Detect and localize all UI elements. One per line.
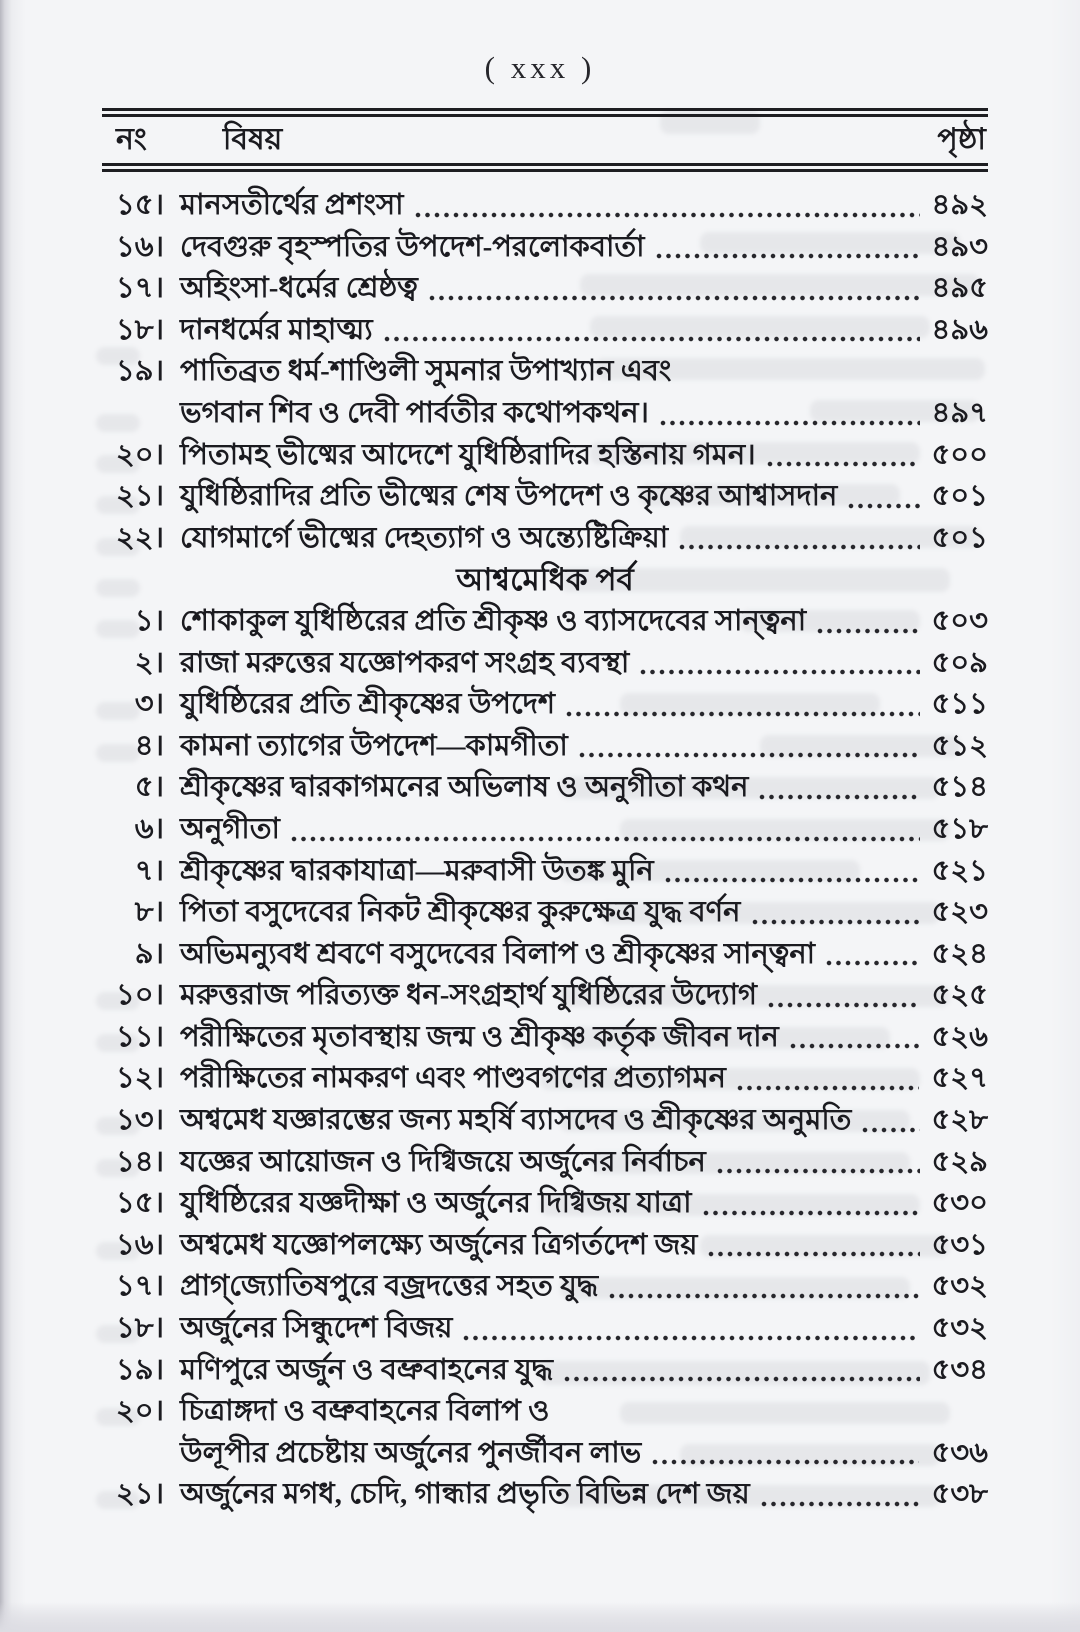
dot-leader: [847, 501, 919, 511]
dot-leader: [861, 1125, 919, 1135]
entry-number: ১৫।: [115, 189, 164, 221]
toc-entry-row: [102, 1142, 988, 1184]
entry-page-number: ৫২৭: [931, 1062, 988, 1095]
entry-number: ২১।: [115, 1478, 164, 1511]
entry-title: শোকাকুল যুধিষ্ঠিরের প্রতি শ্রীকৃষ্ণ ও ব্যাসদেবের সান্ত্বনা: [180, 604, 807, 637]
toc-entry-row: [102, 310, 988, 352]
dot-leader: [383, 334, 920, 344]
entry-page-number: ৫২৯: [931, 1145, 988, 1178]
entry-number: ২০।: [115, 438, 164, 471]
toc-entry-row: [102, 1225, 988, 1267]
entry-number: ১৩।: [115, 1104, 164, 1137]
page-number-header: ( xxx ): [484, 50, 596, 85]
dot-leader: [707, 1249, 919, 1259]
entry-page-number: ৪৯৫: [931, 272, 988, 305]
entry-title: কামনা ত্যাগের উপদেশ—কামগীতা: [180, 729, 568, 762]
entry-title: পিতা বসুদেবের নিকট শ্রীকৃষ্ণের কুরুক্ষেত্র যুদ্ধ বর্ণন: [180, 896, 741, 929]
toc-entry-row: [102, 1266, 988, 1308]
entry-number: ২।: [134, 646, 164, 679]
entry-title: অভিমন্যুবধ শ্রবণে বসুদেবের বিলাপ ও শ্রীকৃষ্ণের সান্ত্বনা: [180, 937, 816, 970]
entry-title: উলূপীর প্রচেষ্টায় অর্জুনের পুনর্জীবন লাভ: [180, 1436, 642, 1469]
entry-page-number: ৪৯৭: [931, 396, 988, 429]
toc-entry-row: [102, 601, 988, 643]
toc-entry-row: [102, 643, 988, 685]
entry-page-number: ৫২৮: [931, 1104, 988, 1137]
entry-title: অশ্বমেধ যজ্ঞারম্ভের জন্য মহর্ষি ব্যাসদেব ও শ্রীকৃষ্ণের অনুমতি: [180, 1104, 852, 1137]
entry-number: ৪।: [134, 729, 164, 762]
entry-number: ২১।: [115, 480, 164, 513]
entry-number: ১৫।: [115, 1187, 164, 1220]
toc-entry-row: [102, 851, 988, 893]
toc-entry-row: [102, 809, 988, 851]
entry-page-number: ৫২৩: [931, 896, 988, 929]
entry-number: ১৭।: [115, 272, 164, 305]
toc-entry-row: [102, 767, 988, 809]
entry-title: মণিপুরে অর্জুন ও বভ্রুবাহনের যুদ্ধ: [180, 1353, 554, 1386]
toc-entry-row: [102, 1350, 988, 1392]
entry-number: ১৬।: [115, 1228, 164, 1261]
entry-page-number: ৫১২: [931, 729, 988, 762]
entry-page-number: ৫২৫: [931, 979, 988, 1012]
dot-leader: [664, 875, 920, 885]
dot-leader: [639, 667, 919, 677]
entry-number: ১০।: [115, 979, 164, 1012]
entry-number: ১৪।: [115, 1145, 164, 1178]
toc-entry-row: [102, 1474, 988, 1516]
dot-leader: [751, 917, 920, 927]
entry-title: অর্জুনের মগধ, চেদি, গান্ধার প্রভৃতি বিভিন্ন দেশ জয়: [180, 1478, 750, 1511]
entry-page-number: ৫৩৬: [931, 1436, 988, 1469]
toc-entry-row: [102, 1391, 988, 1433]
entry-title: মরুত্তরাজ পরিত্যক্ত ধন-সংগ্রহার্থ যুধিষ্ঠিরের উদ্যোগ: [180, 979, 757, 1012]
entry-page-number: ৫২১: [931, 854, 988, 887]
entry-title: অহিংসা-ধর্মের শ্রেষ্ঠত্ব: [180, 272, 418, 305]
entry-number: ৫।: [134, 771, 164, 804]
column-header-page: পৃষ্ঠা: [937, 122, 986, 156]
dot-leader: [578, 750, 920, 760]
toc-entry-row: [102, 1183, 988, 1225]
dot-leader: [716, 1166, 920, 1176]
dot-leader: [760, 1499, 920, 1509]
entry-page-number: ৫০৩: [931, 604, 988, 637]
toc-entry-row: [102, 684, 988, 726]
section-heading-text: আশ্বমেধিক পর্ব: [456, 562, 634, 598]
dot-leader: [816, 626, 919, 636]
toc-entry-row: [102, 1308, 988, 1350]
entry-title: অনুগীতা: [180, 812, 280, 845]
entry-title: পিতামহ ভীষ্মের আদেশে যুধিষ্ঠিরাদির হস্তিনায় গমন।: [180, 438, 756, 471]
entry-page-number: ৫২৪: [931, 937, 988, 970]
entry-number: ১২।: [115, 1062, 164, 1095]
entry-number: ৩।: [134, 688, 164, 721]
entry-number: ৯।: [134, 937, 164, 970]
entry-number: ২২।: [115, 521, 164, 554]
entry-page-number: ৫০০: [931, 438, 988, 471]
entry-page-number: ৫৩৮: [931, 1478, 988, 1511]
entry-page-number: ৫১৮: [931, 812, 988, 845]
entry-page-number: ৫৩২: [931, 1270, 988, 1303]
entry-title: অর্জুনের সিন্ধুদেশ বিজয়: [180, 1312, 453, 1345]
toc-entry-row: [102, 726, 988, 768]
dot-leader: [789, 1041, 920, 1051]
entry-number: ১৮।: [115, 1312, 164, 1345]
dot-leader: [462, 1333, 919, 1343]
toc-entry-row: [102, 268, 988, 310]
table-header-row: [102, 117, 988, 163]
toc-entry-row: [102, 227, 988, 269]
toc-entry-row: [102, 1100, 988, 1142]
toc-entry-row: [102, 476, 988, 518]
dot-leader: [565, 709, 920, 719]
dot-leader: [651, 1457, 919, 1467]
entry-number: ১১।: [115, 1020, 164, 1053]
entry-title: শ্রীকৃষ্ণের দ্বারকাযাত্রা—মরুবাসী উতঙ্ক মুনি: [180, 854, 654, 887]
toc-entry-row: [102, 975, 988, 1017]
entry-page-number: ৫০১: [931, 480, 988, 513]
dot-leader: [290, 834, 920, 844]
entry-page-number: ৫০১: [931, 521, 988, 554]
entry-title: প্রাগ্‌জ্যোতিষপুরে বজ্রদত্তের সহত যুদ্ধ: [180, 1270, 599, 1303]
toc-entry-row: [102, 185, 988, 227]
entry-page-number: ৫০৯: [931, 646, 988, 679]
entry-title: দানধর্মের মাহাত্ম্য: [180, 313, 373, 346]
dot-leader: [767, 1000, 920, 1010]
entry-title: রাজা মরুত্তের যজ্ঞোপকরণ সংগ্রহ ব্যবস্থা: [180, 646, 630, 679]
toc-entry-row: [102, 435, 988, 477]
entry-title: মানসতীর্থের প্রশংসা: [180, 189, 404, 221]
entry-page-number: ৫১৪: [931, 771, 988, 804]
toc-entry-row: [102, 1058, 988, 1100]
entry-number: ৮।: [134, 896, 164, 929]
dot-leader: [825, 958, 919, 968]
entry-number: ১৭।: [115, 1270, 164, 1303]
toc-entry-row: [102, 1433, 988, 1475]
entry-page-number: ৪৯৬: [931, 313, 988, 346]
scan-edge-shadow: [0, 1602, 1080, 1632]
entry-number: ১।: [134, 604, 164, 637]
dot-leader: [608, 1291, 919, 1301]
entry-title: যুধিষ্ঠিরের যজ্ঞদীক্ষা ও অর্জুনের দিগ্বিজয় যাত্রা: [180, 1187, 692, 1220]
dot-leader: [766, 459, 920, 469]
toc-entry-row: [102, 351, 988, 393]
entry-title: ভগবান শিব ও দেবী পার্বতীর কথোপকথন।: [180, 396, 649, 429]
table-of-contents: [102, 108, 988, 1516]
dot-leader: [678, 542, 919, 552]
entry-title: দেবগুরু বৃহস্পতির উপদেশ-পরলোকবার্তা: [180, 230, 645, 263]
entry-page-number: ৫১১: [931, 688, 988, 721]
dot-leader: [563, 1374, 919, 1384]
entry-title: যোগমার্গে ভীষ্মের দেহত্যাগ ও অন্ত্যেষ্টিক্রিয়া: [180, 521, 669, 554]
column-header-number: নং: [116, 122, 147, 156]
entry-page-number: ৫৩৪: [931, 1353, 988, 1386]
entry-number: ২০।: [115, 1395, 164, 1428]
entry-number: ১৯।: [115, 355, 164, 388]
entry-number: ৭।: [134, 854, 164, 887]
entry-title: পরীক্ষিতের নামকরণ এবং পাণ্ডবগণের প্রত্যাগমন: [180, 1062, 726, 1095]
dot-leader: [428, 293, 920, 303]
toc-entry-row: [102, 934, 988, 976]
entry-title: চিত্রাঙ্গদা ও বভ্রুবাহনের বিলাপ ও: [180, 1395, 550, 1428]
dot-leader: [659, 418, 920, 428]
entry-title: পরীক্ষিতের মৃতাবস্থায় জন্ম ও শ্রীকৃষ্ণ কর্তৃক জীবন দান: [180, 1020, 779, 1053]
entry-title: যুধিষ্ঠিরাদির প্রতি ভীষ্মের শেষ উপদেশ ও কৃষ্ণের আশ্বাসদান: [180, 480, 838, 513]
entry-title: যুধিষ্ঠিরের প্রতি শ্রীকৃষ্ণের উপদেশ: [180, 688, 556, 721]
dot-leader: [758, 792, 919, 802]
toc-entry-row: [102, 892, 988, 934]
entry-number: ১৮।: [115, 313, 164, 346]
dot-leader: [702, 1208, 920, 1218]
column-header-subject: বিষয়: [222, 122, 283, 156]
entry-page-number: ৫৩০: [931, 1187, 988, 1220]
entry-page-number: ৫৩১: [931, 1228, 988, 1261]
dot-leader: [736, 1083, 919, 1093]
entry-title: পাতিব্রত ধর্ম-শাণ্ডিলী সুমনার উপাখ্যান এবং: [180, 355, 672, 388]
entry-number: ১৯।: [115, 1353, 164, 1386]
entry-page-number: ৫৩২: [931, 1312, 988, 1345]
toc-entry-row: [102, 518, 988, 560]
entry-title: অশ্বমেধ যজ্ঞোপলক্ষ্যে অর্জুনের ত্রিগর্তদেশ জয়: [180, 1228, 698, 1261]
entry-title: শ্রীকৃষ্ণের দ্বারকাগমনের অভিলাষ ও অনুগীতা কথন: [180, 771, 749, 804]
dot-leader: [655, 251, 920, 261]
entry-page-number: ৪৯২: [931, 189, 988, 221]
toc-entry-row: [102, 1017, 988, 1059]
toc-body: [102, 172, 988, 1516]
entry-number: ১৬।: [115, 230, 164, 263]
entry-page-number: ৪৯৩: [931, 230, 988, 263]
entry-number: ৬।: [134, 812, 164, 845]
dot-leader: [414, 210, 920, 220]
entry-title: যজ্ঞের আয়োজন ও দিগ্বিজয়ে অর্জুনের নির্বাচন: [180, 1145, 706, 1178]
toc-entry-row: [102, 393, 988, 435]
entry-page-number: ৫২৬: [931, 1020, 988, 1053]
